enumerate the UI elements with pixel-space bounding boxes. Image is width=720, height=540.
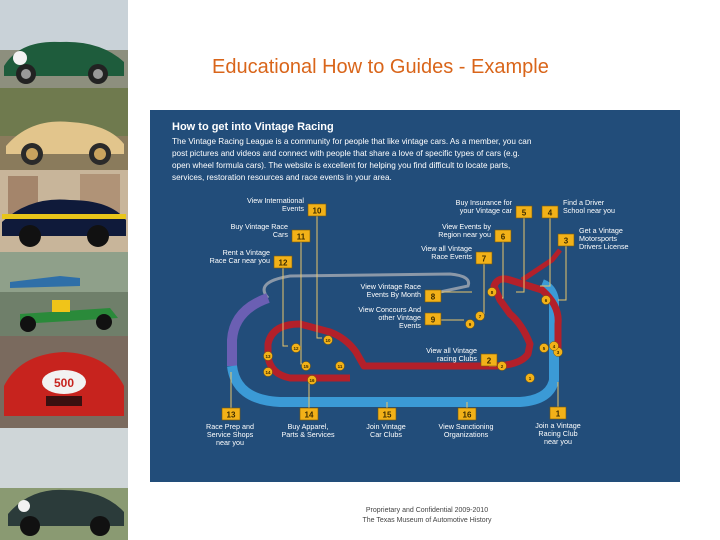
- step-label-line: Drivers License: [579, 242, 629, 251]
- step-number: 13: [226, 410, 236, 420]
- step-badge-13: [222, 408, 240, 420]
- track-marker-number: 14: [265, 370, 271, 375]
- track-marker-12: [292, 344, 301, 353]
- intro-line: open wheel formula cars). The website is excellent for helping you find difficult to locate parts,: [172, 161, 511, 170]
- track-marker-number: 7: [478, 314, 482, 319]
- svg-text:500: 500: [53, 376, 75, 390]
- step-label-14: [281, 422, 335, 439]
- step-label-line: Organizations: [443, 430, 489, 439]
- step-label-line: Motorsports: [579, 234, 617, 243]
- track-marker-4: [550, 342, 559, 351]
- step-label-line: View Concours And: [358, 305, 421, 314]
- step-label-line: Cars: [272, 230, 288, 239]
- step-label-line: Service Shops: [206, 430, 254, 439]
- track-marker-number: 10: [325, 338, 331, 343]
- track-marker-13: [264, 352, 273, 361]
- track-marker-number: 9: [468, 322, 472, 327]
- step-number: 10: [312, 206, 322, 216]
- step-label-line: View International: [246, 196, 304, 205]
- step-number: 16: [462, 410, 472, 420]
- step-number: 5: [521, 208, 527, 218]
- step-label-line: Race Events: [431, 252, 472, 261]
- step-label-5: [456, 198, 513, 215]
- step-badge-10: [308, 204, 326, 216]
- intro-line: The Vintage Racing League is a community for people that like vintage cars. As a member, you can: [172, 137, 532, 146]
- track-marker-5: [540, 344, 549, 353]
- track-marker-2: [498, 362, 507, 371]
- track-marker-15: [302, 362, 311, 371]
- step-label-line: Find a Driver: [563, 198, 605, 207]
- step-badge-1: [550, 407, 566, 419]
- step-label-line: Events: [399, 321, 421, 330]
- step-label-line: racing Clubs: [437, 354, 477, 363]
- step-badge-2: [481, 354, 497, 366]
- step-number: 4: [547, 208, 553, 218]
- step-number: 12: [278, 258, 288, 268]
- track-marker-11: [336, 362, 345, 371]
- step-number: 7: [481, 254, 487, 264]
- step-number: 9: [430, 315, 436, 325]
- step-badge-6: [495, 230, 511, 242]
- track-marker-number: 12: [293, 346, 299, 351]
- track-marker-14: [264, 368, 273, 377]
- step-number: 14: [304, 410, 314, 420]
- footer-museum: The Texas Museum of Automotive History: [362, 517, 492, 524]
- track-marker-8: [488, 288, 497, 297]
- step-badge-4: [542, 206, 558, 218]
- step-number: 8: [430, 292, 436, 302]
- step-badge-5: [516, 206, 532, 218]
- footer-copyright: Proprietary and Confidential 2009-2010: [365, 507, 489, 514]
- step-label-line: Car Clubs: [370, 430, 402, 439]
- step-label-6: [438, 222, 491, 239]
- track-marker-6: [542, 296, 551, 305]
- track-marker-number: 6: [544, 298, 548, 303]
- step-badge-7: [476, 252, 492, 264]
- step-label-line: Race Car near you: [209, 256, 270, 265]
- track-marker-1: [526, 374, 535, 383]
- track-marker-number: 16: [309, 378, 315, 383]
- step-badge-14: [300, 408, 318, 420]
- step-label-line: View Events by: [441, 222, 491, 231]
- track-marker-number: 1: [528, 376, 532, 381]
- photo-strip: [0, 0, 128, 540]
- track-marker-10: [324, 336, 333, 345]
- step-label-line: Join Vintage: [366, 422, 406, 431]
- track-marker-number: 5: [542, 346, 546, 351]
- step-badge-9: [425, 313, 441, 325]
- step-label-line: Buy Apparel,: [287, 422, 329, 431]
- step-label-line: other Vintage: [378, 313, 421, 322]
- step-label-line: View Sanctioning: [438, 422, 494, 431]
- step-label-8: [361, 282, 421, 299]
- step-label-line: Events: [282, 204, 304, 213]
- step-badge-16: [458, 408, 476, 420]
- car-photo-red-500: [0, 336, 128, 428]
- step-label-16: [438, 422, 493, 439]
- track-marker-number: 8: [490, 290, 494, 295]
- intro-line: post pictures and videos and connect with people that share a love of specific types of cars (e.g.: [172, 149, 520, 158]
- track-marker-number: 11: [337, 364, 343, 369]
- track-marker-number: 4: [552, 344, 556, 349]
- car-photo-green-roadster: [0, 0, 128, 88]
- infographic-heading: How to get into Vintage Racing: [172, 121, 334, 133]
- track-marker-16: [308, 376, 317, 385]
- track-marker-9: [466, 320, 475, 329]
- step-label-line: Region near you: [438, 230, 491, 239]
- car-photo-open-wheel: [0, 252, 128, 336]
- slide-title: Educational How to Guides - Example: [212, 56, 549, 78]
- step-label-line: near you: [216, 438, 244, 447]
- step-badge-3: [558, 234, 574, 246]
- step-label-line: View all Vintage: [426, 346, 477, 355]
- step-number: 6: [500, 232, 506, 242]
- intro-line: services, restoration resources and race events in your area.: [172, 173, 392, 182]
- step-label-line: Events By Month: [366, 290, 421, 299]
- footer: [300, 506, 554, 526]
- step-number: 3: [563, 236, 569, 246]
- step-badge-12: [274, 256, 292, 268]
- step-label-line: School near you: [563, 206, 615, 215]
- step-label-line: Rent a Vintage: [222, 248, 270, 257]
- track-marker-number: 15: [303, 364, 309, 369]
- step-badge-8: [425, 290, 441, 302]
- step-label-line: your Vintage car: [459, 206, 512, 215]
- step-badge-15: [378, 408, 396, 420]
- step-number: 11: [296, 232, 306, 242]
- track-marker-number: 2: [500, 364, 504, 369]
- step-label-line: View Vintage Race: [360, 282, 421, 291]
- step-label-line: View all Vintage: [421, 244, 472, 253]
- step-label-line: Parts & Services: [281, 430, 335, 439]
- vintage-racing-infographic: [150, 110, 680, 482]
- step-label-line: Race Prep and: [206, 422, 254, 431]
- step-number: 2: [486, 356, 492, 366]
- infographic-canvas: [150, 110, 680, 482]
- step-label-15: [366, 422, 405, 439]
- track-marker-number: 3: [556, 350, 560, 355]
- car-photo-cobra: [0, 170, 128, 252]
- step-number: 15: [382, 410, 392, 420]
- step-label-line: Join a Vintage: [535, 421, 581, 430]
- track-marker-number: 13: [265, 354, 271, 359]
- step-number: 1: [555, 409, 561, 419]
- step-label-line: near you: [544, 437, 572, 446]
- step-label-line: Racing Club: [538, 429, 578, 438]
- track-marker-7: [476, 312, 485, 321]
- car-photo-dark-racer: [0, 428, 128, 540]
- step-badge-11: [292, 230, 310, 242]
- step-label-line: Buy Vintage Race: [230, 222, 288, 231]
- step-label-line: Get a Vintage: [579, 226, 623, 235]
- step-label-line: Buy Insurance for: [455, 198, 512, 207]
- car-photo-cream-roadster: [0, 88, 128, 170]
